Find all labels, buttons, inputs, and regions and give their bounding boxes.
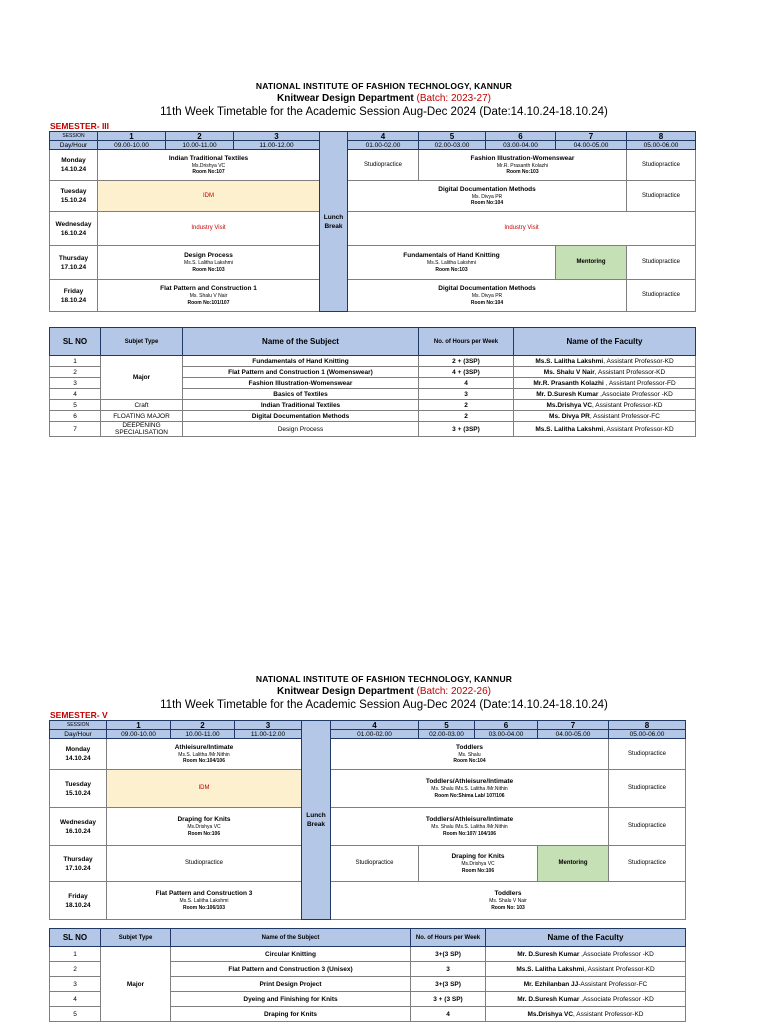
- table-row: 6 FLOATING MAJOR Digital Documentation Methods 2 Ms. Divya PR, Assistant Professor-FC: [50, 411, 696, 422]
- major-type: Major: [101, 947, 171, 1022]
- table-row: 3 Fashion Illustration-Womenswear 4 Mr.R. Prasanth Kolazhi , Assistant Professor-FD: [50, 378, 696, 389]
- class-cell: Draping for Knits Ms.Drishya VC Room No:106: [419, 846, 538, 882]
- col-header-subject: Name of the Subject: [183, 328, 419, 356]
- hour-slot: 09.00-10.00: [107, 730, 171, 739]
- session-num: 1: [98, 132, 166, 141]
- studiopractice-cell: Studiopractice: [609, 808, 686, 846]
- hour-slot: 10.00-11.00: [166, 141, 234, 150]
- lunch-break: Lunch Break: [320, 132, 348, 312]
- studiopractice-cell: Studiopractice: [609, 770, 686, 808]
- session-label: SESSION: [50, 132, 98, 141]
- institute-name: NATIONAL INSTITUTE OF FASHION TECHNOLOGY, KANNUR: [255, 81, 513, 91]
- session-num: 7: [538, 721, 609, 730]
- hour-slot: 04.00-05.00: [538, 730, 609, 739]
- hour-slot: 03.00-04.00: [486, 141, 556, 150]
- hour-slot: 01.00-02.00: [331, 730, 419, 739]
- semester-label: SEMESTER- III: [50, 121, 110, 131]
- col-header-subject: Name of the Subject: [171, 929, 411, 947]
- session-num: 1: [107, 721, 171, 730]
- hour-slot: 10.00-11.00: [171, 730, 235, 739]
- timetable-sem-5: [49, 720, 686, 920]
- session-label: SESSION: [50, 721, 107, 730]
- studiopractice-cell: Studiopractice: [609, 846, 686, 882]
- mentoring-cell: Mentoring: [538, 846, 609, 882]
- col-header-type: Subjet Type: [101, 328, 183, 356]
- mentoring-cell: Mentoring: [556, 246, 627, 280]
- industry-visit-cell: Industry Visit: [98, 212, 320, 246]
- session-num: 3: [234, 132, 320, 141]
- class-cell: Toddlers Ms. Shalu Room No:104: [331, 739, 609, 770]
- col-header-hours: No. of Hours per Week: [419, 328, 514, 356]
- table-row: 3 Print Design Project 3+(3 SP) Mr. Ezhilanban JJ-Assistant Professor-FC: [50, 977, 686, 992]
- session-num: 5: [419, 721, 475, 730]
- table-row: 5 Draping for Knits 4 Ms.Drishya VC, Assistant Professor-KD: [50, 1007, 686, 1022]
- hour-slot: 02.00-03.00: [419, 141, 486, 150]
- semester-label: SEMESTER- V: [50, 710, 108, 720]
- lunch-break: Lunch Break: [302, 721, 331, 920]
- studiopractice-cell: Studiopractice: [348, 150, 419, 181]
- studiopractice-cell: Studiopractice: [331, 846, 419, 882]
- col-header-sl: SL NO: [50, 328, 101, 356]
- batch-label: (Batch: 2023-27): [416, 93, 491, 104]
- week-title: 11th Week Timetable for the Academic Session Aug-Dec 2024 (Date:14.10.24-18.10.24): [160, 699, 608, 711]
- idm-cell: IDM: [98, 181, 320, 212]
- dayhour-label: Day/Hour: [50, 141, 98, 150]
- class-cell: Athleisure/Intimate Ms.S. Lalitha /Mr.Nithin Room No:104/106: [107, 739, 302, 770]
- class-cell: Toddlers/Athleisure/Intimate Ms. Shalu /Ms.S. Lalitha /Mr.Nithin Room No:Shima Lab/ 107/106: [331, 770, 609, 808]
- session-num: 7: [556, 132, 627, 141]
- table-row: 1 Major Circular Knitting 3+(3 SP) Mr. D.Suresh Kumar ,Associate Professor -KD: [50, 947, 686, 962]
- day-cell: Tuesday 15.10.24: [50, 181, 98, 212]
- section-2-header: [0, 674, 768, 711]
- subject-table-sem-3: [49, 327, 696, 437]
- studiopractice-cell: Studiopractice: [627, 246, 696, 280]
- hour-slot: 05.00-06.00: [609, 730, 686, 739]
- major-type: Major: [101, 356, 183, 400]
- day-cell: Friday 18.10.24: [50, 882, 107, 920]
- session-num: 5: [419, 132, 486, 141]
- industry-visit-cell: Industry Visit: [348, 212, 696, 246]
- batch-label: (Batch: 2022-26): [416, 686, 491, 697]
- studiopractice-cell: Studiopractice: [609, 739, 686, 770]
- table-row: 2 Flat Pattern and Construction 1 (Womenswear) 4 + (3SP) Ms. Shalu V Nair, Assistant Professor-KD: [50, 367, 696, 378]
- col-header-faculty: Name of the Faculty: [514, 328, 696, 356]
- hour-slot: 09.00-10.00: [98, 141, 166, 150]
- col-header-sl: SL NO: [50, 929, 101, 947]
- department-title: Knitwear Design Department (Batch: 2022-26): [277, 686, 491, 697]
- table-row: 7 DEEPENING SPECIALISATION Design Process 3 + (3SP) Ms.S. Lalitha Lakshmi, Assistant Professor-KD: [50, 422, 696, 437]
- col-header-hours: No. of Hours per Week: [411, 929, 486, 947]
- day-cell: Monday 14.10.24: [50, 739, 107, 770]
- department-title: Knitwear Design Department (Batch: 2023-27): [277, 93, 491, 104]
- class-cell: Design Process Ms.S. Lalitha Lakshmi Room No:103: [98, 246, 320, 280]
- hour-slot: 05.00-06.00: [627, 141, 696, 150]
- session-num: 4: [331, 721, 419, 730]
- class-cell: Draping for Knits Ms.Drishya VC Room No:106: [107, 808, 302, 846]
- day-cell: Tuesday 15.10.24: [50, 770, 107, 808]
- session-num: 8: [627, 132, 696, 141]
- class-cell: Fundamentals of Hand Knitting Ms.S. Lalitha Lakshmi Room No:103: [348, 246, 556, 280]
- session-num: 2: [171, 721, 235, 730]
- class-cell: Fashion Illustration-Womenswear Mr.R. Prasanth Kolazhi Room No:103: [419, 150, 627, 181]
- session-num: 8: [609, 721, 686, 730]
- class-cell: Digital Documentation Methods Ms. Divya PR Room No:104: [348, 280, 627, 312]
- timetable-sem-3: [49, 131, 696, 312]
- session-num: 6: [486, 132, 556, 141]
- hour-slot: 03.00-04.00: [475, 730, 538, 739]
- table-row: 5 Craft Indian Traditional Textiles 2 Ms.Drishya VC, Assistant Professor-KD: [50, 400, 696, 411]
- week-title: 11th Week Timetable for the Academic Session Aug-Dec 2024 (Date:14.10.24-18.10.24): [160, 106, 608, 118]
- class-cell: Flat Pattern and Construction 3 Ms.S. Lalitha Lakshmi Room No:106/103: [107, 882, 302, 920]
- hour-slot: 11.00-12.00: [235, 730, 302, 739]
- dayhour-label: Day/Hour: [50, 730, 107, 739]
- day-cell: Friday 18.10.24: [50, 280, 98, 312]
- class-cell: Flat Pattern and Construction 1 Ms. Shalu V Nair Room No:101/107: [98, 280, 320, 312]
- hour-slot: 01.00-02.00: [348, 141, 419, 150]
- col-header-type: Subjet Type: [101, 929, 171, 947]
- section-1-header: [0, 81, 768, 118]
- table-row: 2 Flat Pattern and Construction 3 (Unisex) 3 Ms.S. Lalitha Lakshmi, Assistant Professor-KD: [50, 962, 686, 977]
- hour-slot: 11.00-12.00: [234, 141, 320, 150]
- session-num: 3: [235, 721, 302, 730]
- institute-name: NATIONAL INSTITUTE OF FASHION TECHNOLOGY, KANNUR: [255, 674, 513, 684]
- studiopractice-cell: Studiopractice: [107, 846, 302, 882]
- class-cell: Toddlers/Athleisure/Intimate Ms. Shalu /Ms.S. Lalitha /Mr.Nithin Room No:107/ 104/106: [331, 808, 609, 846]
- hour-slot: 04.00-05.00: [556, 141, 627, 150]
- day-cell: Thursday 17.10.24: [50, 846, 107, 882]
- table-row: 4 Dyeing and Finishing for Knits 3 + (3 SP) Mr. D.Suresh Kumar ,Associate Professor -KD: [50, 992, 686, 1007]
- hour-slot: 02.00-03.00: [419, 730, 475, 739]
- session-num: 4: [348, 132, 419, 141]
- session-num: 2: [166, 132, 234, 141]
- class-cell: Indian Traditional Textiles Ms.Drishya VC Room No:107: [98, 150, 320, 181]
- table-row: 1 Major Fundamentals of Hand Knitting 2 + (3SP) Ms.S. Lalitha Lakshmi, Assistant Professor-KD: [50, 356, 696, 367]
- table-row: 4 Basics of Textiles 3 Mr. D.Suresh Kumar ,Associate Professor -KD: [50, 389, 696, 400]
- day-cell: Thursday 17.10.24: [50, 246, 98, 280]
- col-header-faculty: Name of the Faculty: [486, 929, 686, 947]
- subject-table-sem-5: [49, 928, 686, 1022]
- day-cell: Monday 14.10.24: [50, 150, 98, 181]
- session-num: 6: [475, 721, 538, 730]
- studiopractice-cell: Studiopractice: [627, 181, 696, 212]
- studiopractice-cell: Studiopractice: [627, 280, 696, 312]
- class-cell: Digital Documentation Methods Ms. Divya PR Room No:104: [348, 181, 627, 212]
- class-cell: Toddlers Ms. Shalu V Nair Room No: 103: [331, 882, 686, 920]
- day-cell: Wednesday 16.10.24: [50, 212, 98, 246]
- day-cell: Wednesday 16.10.24: [50, 808, 107, 846]
- idm-cell: IDM: [107, 770, 302, 808]
- studiopractice-cell: Studiopractice: [627, 150, 696, 181]
